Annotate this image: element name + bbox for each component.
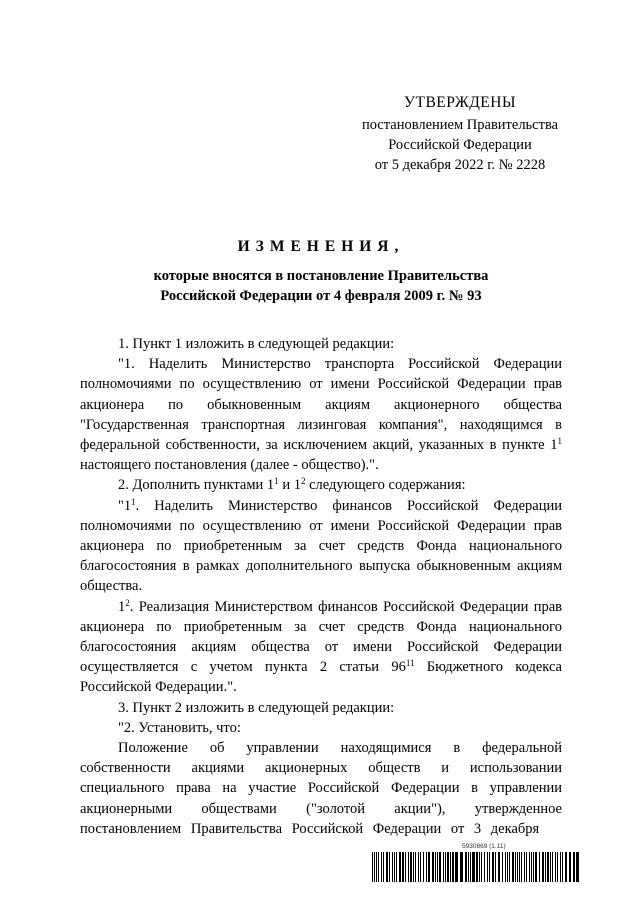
- approval-line-3: от 5 декабря 2022 г. № 2228: [374, 157, 546, 173]
- paragraph-2-text-end: настоящего постановления (далее - общество).".: [80, 457, 379, 474]
- approval-line-2: Российской Федерации: [388, 137, 532, 153]
- paragraph-3: [80, 475, 562, 495]
- paragraph-3-text: 2. Дополнить пунктами 1: [118, 477, 275, 494]
- paragraph-1: [80, 334, 562, 354]
- paragraph-8-text: Положение об управлении находящимися в федеральной собственности акциями акционерных обществ и использовании специального права на участие Российской Федерации в управлении акционерными обществами ("золотой акции"), утвержденное постановлением Правительства Российской Федерации от 3 декабря: [80, 740, 562, 837]
- paragraph-4-text-end: . Наделить Министерство финансов Российской Федерации полномочиями по осуществлению от имени Российской Федерации прав акционера по приобретенным за счет средств Фонда национального благосостояния в рамках дополнительного выпуска обыкновенным акциям общества.: [80, 497, 562, 595]
- approval-stamp: УТВЕРЖДЕНЫ: [404, 94, 516, 111]
- superscript: 1: [274, 476, 279, 487]
- superscript: 11: [405, 658, 415, 669]
- document-title: ИЗМЕНЕНИЯ,: [237, 238, 405, 255]
- document-body: [80, 334, 562, 839]
- paragraph-1-text: 1. Пункт 1 изложить в следующей редакции:: [118, 336, 395, 352]
- superscript: 1: [131, 496, 136, 507]
- paragraph-5-text: 1: [118, 598, 126, 615]
- paragraph-5-text-end: Бюджетного кодекса Российской Федерации.".: [80, 659, 562, 696]
- paragraph-6-text: 3. Пункт 2 изложить в следующей редакции:: [118, 699, 395, 716]
- paragraph-4: [80, 496, 562, 597]
- paragraph-8: [80, 738, 562, 839]
- paragraph-4-text: "1: [118, 497, 132, 514]
- approval-block: [340, 93, 580, 175]
- paragraph-5-text-mid: . Реализация Министерством финансов Российской Федерации прав акционера по приобретенным за счет средств Фонда национального благосостояния акциям общества от имени Российской Федерации осуществляется с учетом пункта 2 статьи 96: [80, 598, 562, 676]
- paragraph-3-text-mid: и 1: [278, 477, 301, 494]
- approval-line-1: постановлением Правительства: [361, 117, 559, 133]
- superscript: 2: [300, 476, 306, 487]
- paragraph-2-text: "1. Наделить Министерство транспорта Российской Федерации полномочиями по осуществлению от имени Российской Федерации прав акционера по обыкновенным акциям акционерного общества "Государственная транспортная лизинговая компания", находящимся в федеральной собственности, за исключением акций, указанных в пункте 1: [80, 356, 562, 454]
- subtitle-line-2: Российской Федерации от 4 февраля 2009 г. № 93: [160, 288, 482, 304]
- barcode-number: 5930869 (1.11): [462, 843, 506, 850]
- paragraph-2: [80, 354, 562, 475]
- paragraph-6: [80, 698, 562, 718]
- subtitle-line-1: которые вносятся в постановление Правительства: [153, 268, 489, 284]
- paragraph-3-text-end: следующего содержания:: [305, 477, 466, 494]
- barcode-area: [372, 843, 582, 883]
- paragraph-5: [80, 597, 562, 698]
- superscript: 2: [125, 597, 130, 608]
- superscript: 1: [557, 436, 562, 447]
- paragraph-7: [80, 718, 562, 738]
- barcode-icon: [372, 852, 582, 882]
- document-subtitle: [80, 266, 562, 306]
- paragraph-7-text: "2. Установить, что:: [118, 719, 241, 736]
